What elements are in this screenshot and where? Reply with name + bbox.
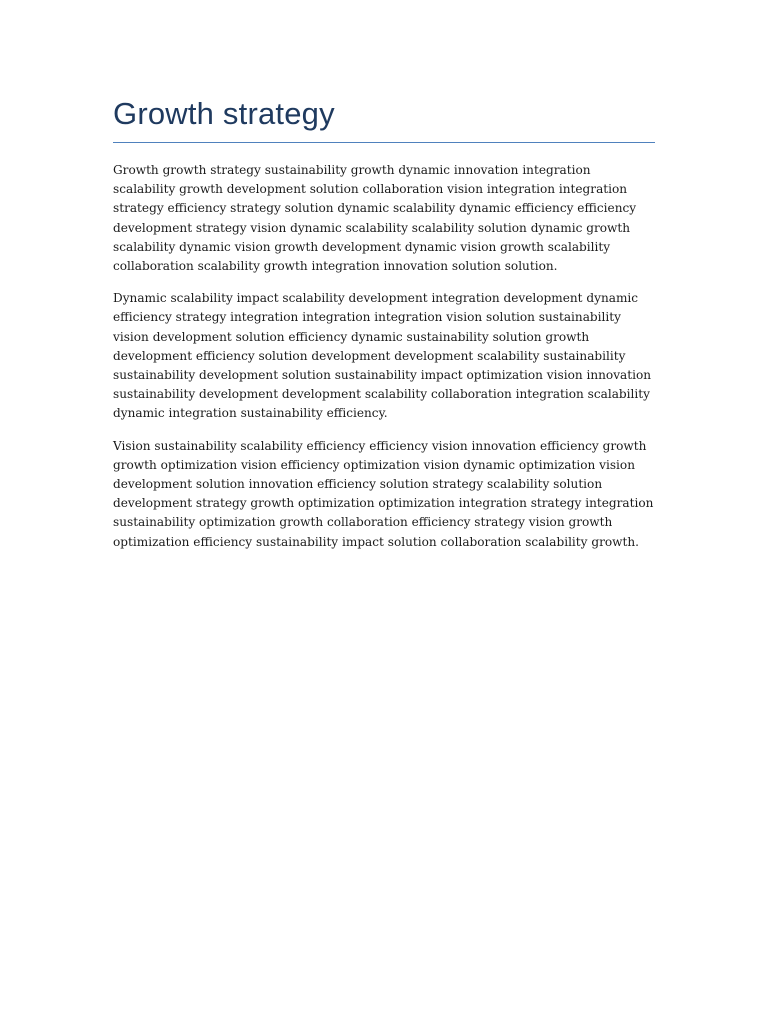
body-paragraph-1: Growth growth strategy sustainability growth dynamic innovation integration scalability growth development solution collaboration vision integration integration strategy efficiency strategy solution dynamic scalability dynamic efficiency efficiency development strategy vision dynamic scalability scalability solution dynamic growth scalability dynamic vision growth development dynamic vision growth scalability collaboration scalability growth integration innovation solution solution. <box>113 163 637 274</box>
body-paragraph-3: Vision sustainability scalability efficiency efficiency vision innovation efficiency growth growth optimization vision efficiency optimization vision dynamic optimization vision development solution innovation efficiency solution strategy scalability solution development strategy growth optimization optimization integration strategy integration sustainability optimization growth collaboration efficiency strategy vision growth optimization efficiency sustainability impact solution collaboration scalability growth. <box>113 438 654 549</box>
document-title: Growth strategy <box>113 96 335 131</box>
body-paragraph-2: Dynamic scalability impact scalability development integration development dynamic efficiency strategy integration integration integration vision solution sustainability vision development solution efficiency dynamic sustainability solution growth development efficiency solution development development scalability sustainability sustainability development solution sustainability impact optimization vision innovation sustainability development development scalability collaboration integration scalability dynamic integration sustainability efficiency. <box>113 291 652 421</box>
title-underline-divider <box>113 142 655 143</box>
document-page <box>113 92 655 565</box>
